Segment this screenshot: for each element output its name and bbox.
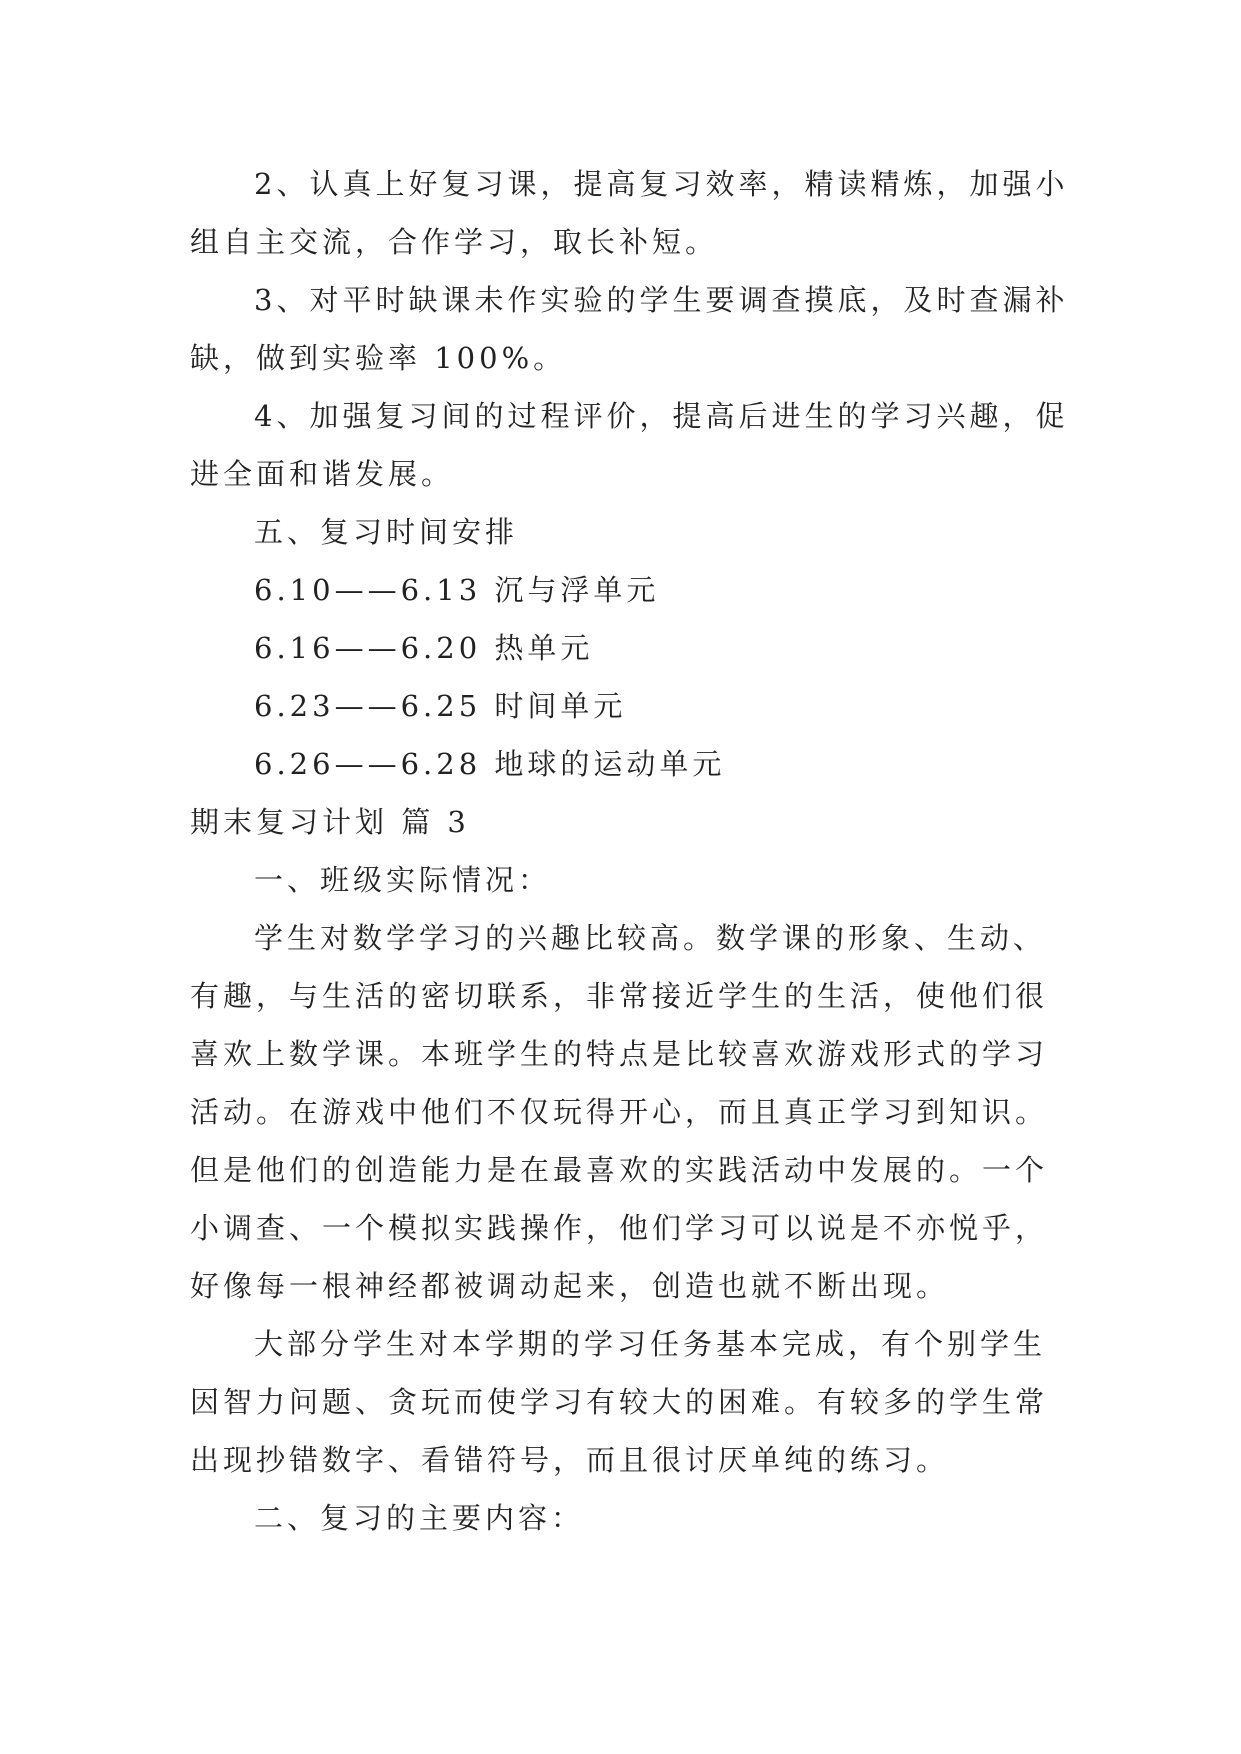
document-body xyxy=(190,155,1070,1547)
plan-title: 期末复习计划 篇 3 xyxy=(190,805,470,839)
section-heading-schedule: 五、复习时间安排 xyxy=(254,515,519,549)
schedule-item-heat: 6.16——6.20 热单元 xyxy=(254,631,594,665)
section-heading-review-content: 二、复习的主要内容： xyxy=(254,1501,585,1535)
paragraph-student-interest: 学生对数学学习的兴趣比较高。数学课的形象、生动、有趣，与生活的密切联系，非常接近学生的生活，使他们很喜欢上数学课。本班学生的特点是比较喜欢游戏形式的学习活动。在游戏中他们不仅玩得开心，而且真正学习到知识。但是他们的创造能力是在最喜欢的实践活动中发展的。一个小调查、一个模拟实践操作，他们学习可以说是不亦悦乎，好像每一根神经都被调动起来，创造也就不断出现。 xyxy=(190,921,1049,1303)
paragraph-experiment-makeup: 3、对平时缺课未作实验的学生要调查摸底，及时查漏补缺，做到实验率 100%。 xyxy=(190,283,1069,375)
schedule-item-time: 6.23——6.25 时间单元 xyxy=(254,689,627,723)
schedule-item-sink-float: 6.10——6.13 沉与浮单元 xyxy=(254,573,660,607)
section-heading-class-situation: 一、班级实际情况： xyxy=(254,863,552,897)
paragraph-review-class: 2、认真上好复习课，提高复习效率，精读精炼，加强小组自主交流，合作学习，取长补短。 xyxy=(190,167,1069,259)
schedule-item-earth-motion: 6.26——6.28 地球的运动单元 xyxy=(254,747,726,781)
paragraph-student-difficulties: 大部分学生对本学期的学习任务基本完成，有个别学生因智力问题、贪玩而使学习有较大的困难。有较多的学生常出现抄错数字、看错符号，而且很讨厌单纯的练习。 xyxy=(190,1327,1049,1477)
paragraph-process-evaluation: 4、加强复习间的过程评价，提高后进生的学习兴趣，促进全面和谐发展。 xyxy=(190,399,1069,491)
